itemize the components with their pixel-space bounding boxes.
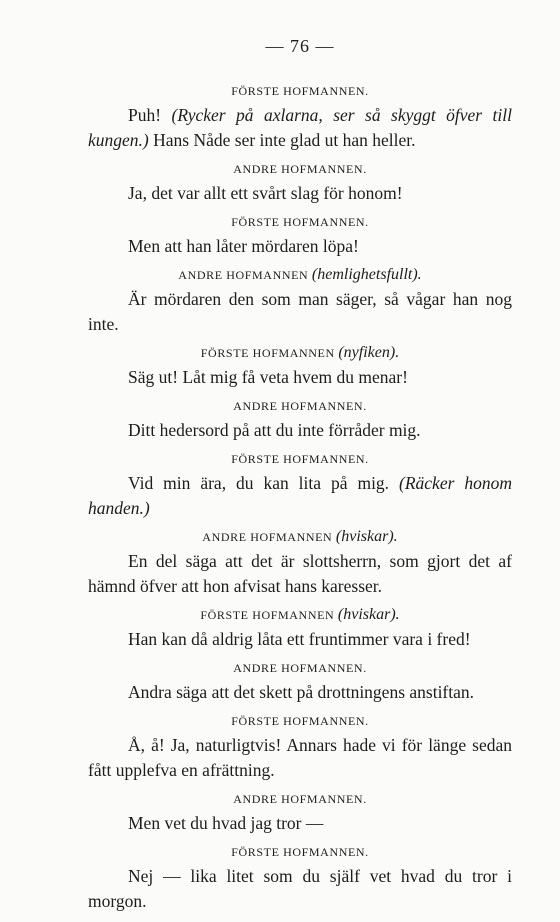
dialogue-text: Puh! [128, 105, 162, 125]
speaker-label [88, 161, 512, 177]
speaker-name: ANDRE HOFMANNEN. [233, 399, 367, 413]
speaker-name: FÖRSTE HOFMANNEN. [231, 84, 369, 98]
dialogue-line [88, 365, 512, 390]
speaker-label [88, 660, 512, 676]
speaker-label [88, 398, 512, 414]
speaker-name: ANDRE HOFMANNEN [202, 530, 333, 544]
dialogue-line [88, 471, 512, 521]
dialogue-line [88, 733, 512, 783]
dialogue-text: Å, å! Ja, naturligtvis! Annars hade vi för länge sedan fått upplefva en afrättning. [88, 735, 512, 780]
speaker-stage-direction: (nyfiken). [338, 344, 400, 361]
speaker-name: ANDRE HOFMANNEN [178, 268, 309, 282]
dialogue-line [88, 287, 512, 337]
dialogue-text: Men vet du hvad jag tror — [128, 813, 324, 833]
speaker-stage-direction: (hemlighetsfullt). [311, 266, 422, 283]
stage-direction: (Rycker på axlarna, ser så skyggt öfver till kungen.) [88, 105, 512, 150]
dialogue-line [88, 680, 512, 705]
dialogue-text: En del säga att det är slottsherrn, som gjort det af hämnd öfver att hon afvisat hans karesser. [88, 551, 512, 596]
speaker-name: FÖRSTE HOFMANNEN. [231, 714, 369, 728]
dialogue-line [88, 181, 512, 206]
speaker-label [88, 345, 512, 361]
speaker-label [88, 713, 512, 729]
dialogue-text: Är mördaren den som man säger, så vågar han nog inte. [88, 289, 512, 334]
dialogue-line [88, 811, 512, 836]
dialogue-text: Men att han låter mördaren löpa! [128, 236, 359, 256]
speaker-name: ANDRE HOFMANNEN. [233, 661, 367, 675]
dialogue-text: Vid min ära, du kan lita på mig. [128, 473, 390, 493]
dialogue-text: Ja, det var allt ett svårt slag för honom! [128, 183, 403, 203]
speaker-label [88, 267, 512, 283]
dialogue-text: Nej — lika litet som du själf vet hvad du tror i morgon. [88, 866, 512, 911]
speaker-stage-direction: (hviskar). [335, 528, 398, 545]
speaker-label [88, 83, 512, 99]
speaker-name: ANDRE HOFMANNEN. [233, 162, 367, 176]
dialogue-text-continued: Hans Nåde ser inte glad ut han heller. [153, 130, 416, 150]
speaker-label [88, 844, 512, 860]
speaker-label [88, 214, 512, 230]
speaker-stage-direction: (hviskar). [337, 606, 400, 623]
dialogue-line [88, 627, 512, 652]
dialogue-line [88, 418, 512, 443]
dialogue [88, 83, 512, 914]
speaker-label [88, 607, 512, 623]
stage-direction: (Räcker honom handen.) [88, 473, 512, 518]
dialogue-text: Ditt hedersord på att du inte förråder mig. [128, 420, 421, 440]
dialogue-text: Han kan då aldrig låta ett fruntimmer vara i fred! [128, 629, 471, 649]
page-number: — 76 — [265, 36, 335, 56]
dialogue-text: Andra säga att det skett på drottningens anstiftan. [128, 682, 475, 702]
speaker-name: FÖRSTE HOFMANNEN. [231, 845, 369, 859]
speaker-label [88, 791, 512, 807]
speaker-label [88, 451, 512, 467]
speaker-name: FÖRSTE HOFMANNEN [200, 346, 335, 360]
dialogue-line [88, 864, 512, 914]
speaker-label [88, 529, 512, 545]
dialogue-text: Säg ut! Låt mig få veta hvem du menar! [128, 367, 408, 387]
speaker-name: FÖRSTE HOFMANNEN [200, 608, 335, 622]
dialogue-line [88, 103, 512, 153]
book-page [88, 36, 512, 922]
speaker-name: FÖRSTE HOFMANNEN. [231, 452, 369, 466]
speaker-name: ANDRE HOFMANNEN. [233, 792, 367, 806]
dialogue-line [88, 549, 512, 599]
speaker-name: FÖRSTE HOFMANNEN. [231, 215, 369, 229]
dialogue-line [88, 234, 512, 259]
